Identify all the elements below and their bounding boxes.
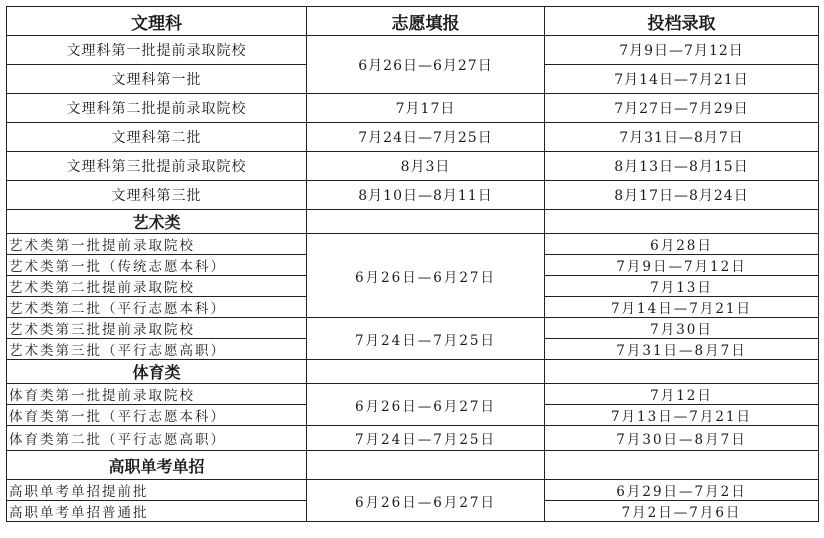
application-date: 7月24日—7月25日 [307, 318, 545, 360]
empty-cell [545, 451, 819, 480]
table-row [7, 480, 819, 501]
admission-date: 6月28日 [545, 234, 819, 255]
admission-date: 7月27日—7月29日 [545, 94, 819, 123]
application-date: 7月24日—7月25日 [307, 426, 545, 451]
admission-date: 7月14日—7月21日 [545, 65, 819, 94]
admission-date: 7月12日 [545, 384, 819, 405]
header-admission: 投档录取 [545, 7, 819, 36]
batch-name: 高职单考单招普通批 [7, 501, 307, 522]
batch-name: 艺术类第三批提前录取院校 [7, 318, 307, 339]
admission-date: 7月13日—7月21日 [545, 405, 819, 426]
header-application: 志愿填报 [307, 7, 545, 36]
admission-date: 7月14日—7月21日 [545, 297, 819, 318]
section-row-art [7, 210, 819, 234]
section-title-art: 艺术类 [7, 210, 307, 234]
admission-date: 6月29日—7月2日 [545, 480, 819, 501]
admission-date: 7月13日 [545, 276, 819, 297]
batch-name: 艺术类第三批（平行志愿高职） [7, 339, 307, 360]
admission-date: 7月31日—8月7日 [545, 339, 819, 360]
batch-name: 文理科第三批提前录取院校 [7, 152, 307, 181]
section-title-vocational: 高职单考单招 [7, 451, 307, 480]
table-row [7, 152, 819, 181]
batch-name: 文理科第三批 [7, 181, 307, 210]
schedule-table-wrapper [6, 6, 819, 522]
admission-date: 8月17日—8月24日 [545, 181, 819, 210]
table-row [7, 318, 819, 339]
application-date: 6月26日—6月27日 [307, 384, 545, 426]
empty-cell [545, 210, 819, 234]
empty-cell [307, 451, 545, 480]
application-date: 6月26日—6月27日 [307, 234, 545, 318]
admission-date: 7月31日—8月7日 [545, 123, 819, 152]
table-row [7, 234, 819, 255]
table-row [7, 384, 819, 405]
table-header-row [7, 7, 819, 36]
table-row [7, 94, 819, 123]
empty-cell [545, 360, 819, 384]
application-date: 6月26日—6月27日 [307, 480, 545, 522]
batch-name: 高职单考单招提前批 [7, 480, 307, 501]
application-date: 6月26日—6月27日 [307, 36, 545, 94]
admission-date: 7月9日—7月12日 [545, 36, 819, 65]
admission-date: 7月30日—8月7日 [545, 426, 819, 451]
batch-name: 文理科第一批提前录取院校 [7, 36, 307, 65]
empty-cell [307, 360, 545, 384]
batch-name: 艺术类第一批（传统志愿本科） [7, 255, 307, 276]
header-category: 文理科 [7, 7, 307, 36]
application-date: 8月3日 [307, 152, 545, 181]
section-title-sports: 体育类 [7, 360, 307, 384]
table-row [7, 181, 819, 210]
admission-date: 7月2日—7月6日 [545, 501, 819, 522]
batch-name: 体育类第一批提前录取院校 [7, 384, 307, 405]
batch-name: 文理科第二批提前录取院校 [7, 94, 307, 123]
table-row [7, 426, 819, 451]
batch-name: 体育类第二批（平行志愿高职） [7, 426, 307, 451]
batch-name: 艺术类第二批提前录取院校 [7, 276, 307, 297]
batch-name: 艺术类第一批提前录取院校 [7, 234, 307, 255]
admission-date: 7月9日—7月12日 [545, 255, 819, 276]
admission-date: 8月13日—8月15日 [545, 152, 819, 181]
batch-name: 文理科第一批 [7, 65, 307, 94]
batch-name: 体育类第一批（平行志愿本科） [7, 405, 307, 426]
batch-name: 艺术类第二批（平行志愿本科） [7, 297, 307, 318]
application-date: 7月17日 [307, 94, 545, 123]
table-row [7, 123, 819, 152]
empty-cell [307, 210, 545, 234]
table-row [7, 36, 819, 65]
application-date: 8月10日—8月11日 [307, 181, 545, 210]
batch-name: 文理科第二批 [7, 123, 307, 152]
admission-schedule-table [6, 6, 819, 522]
admission-date: 7月30日 [545, 318, 819, 339]
section-row-vocational [7, 451, 819, 480]
section-row-sports [7, 360, 819, 384]
application-date: 7月24日—7月25日 [307, 123, 545, 152]
